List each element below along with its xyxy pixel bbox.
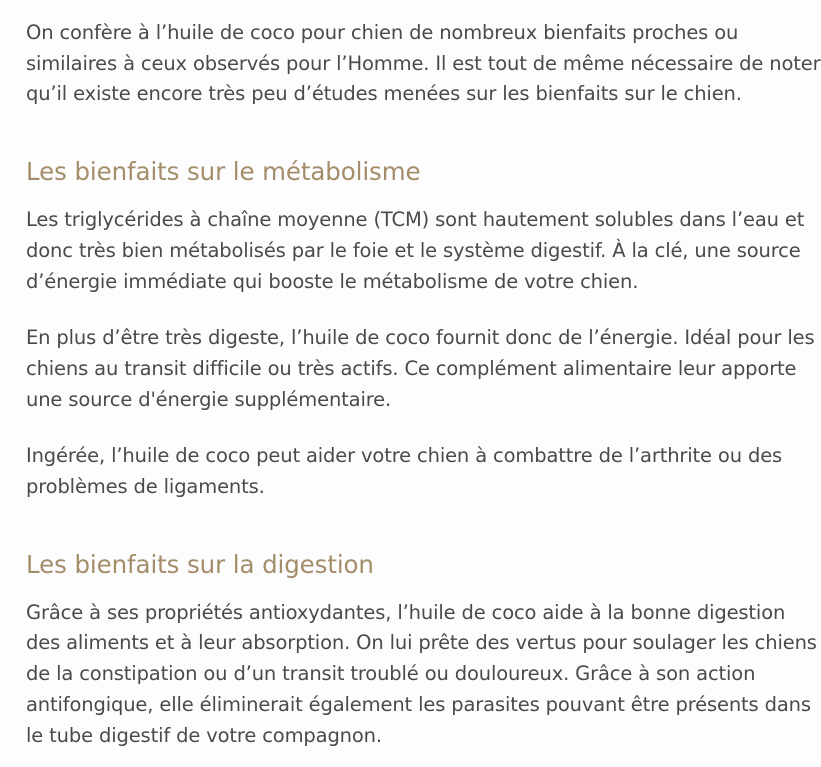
metabolism-paragraph-3: Ingérée, l’huile de coco peut aider votre chien à combattre de l’arthrite ou des problèmes de ligaments. bbox=[26, 444, 783, 499]
metabolism-paragraph-1: Les triglycérides à chaîne moyenne (TCM) sont hautement solubles dans l’eau et donc très bien métabolisés par le foie et le système digestif. À la clé, une source d’énergie immédiate qui booste le métabolisme de votre chien. bbox=[26, 208, 805, 293]
article-body bbox=[26, 18, 821, 751]
heading-metabolism: Les bienfaits sur le métabolisme bbox=[26, 157, 421, 187]
digestion-paragraph-1: Grâce à ses propriétés antioxydantes, l’huile de coco aide à la bonne digestion des aliments et à leur absorption. On lui prête des vertus pour soulager les chiens de la constipation ou d’un transit troublé ou douloureux. Grâce à son action antifongique, elle éliminerait également les parasites pouvant être présents dans le tube digestif de votre compagnon. bbox=[26, 600, 817, 747]
heading-digestion: Les bienfaits sur la digestion bbox=[26, 549, 374, 579]
metabolism-paragraph-2: En plus d’être très digeste, l’huile de coco fournit donc de l’énergie. Idéal pour les chiens au transit difficile ou très actifs. Ce complément alimentaire leur apporte une source d'énergie supplémentaire. bbox=[26, 326, 815, 411]
intro-paragraph: On confère à l’huile de coco pour chien de nombreux bienfaits proches ou similaires à ceux observés pour l’Homme. Il est tout de même nécessaire de noter qu’il existe encore très peu d’études menées sur les bienfaits sur le chien. bbox=[26, 21, 821, 106]
